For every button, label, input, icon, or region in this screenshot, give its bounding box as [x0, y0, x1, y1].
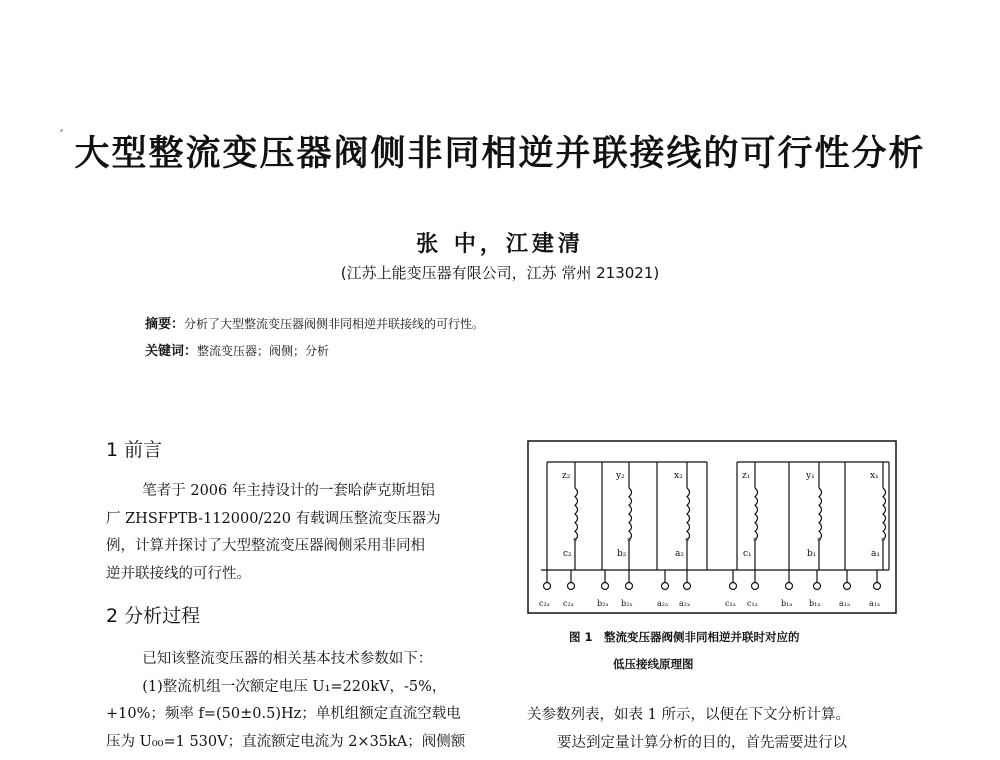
terminal-circle: [730, 583, 737, 590]
keywords-text: 整流变压器；阀侧；分析: [197, 344, 330, 358]
right-line-2: 要达到定量计算分析的目的，首先需要进行以: [557, 735, 847, 751]
bottom-terminal-label: b₁ₓ: [809, 599, 821, 608]
bottom-terminal-label: a₁ₓ: [869, 599, 881, 608]
terminal-circle: [814, 583, 821, 590]
s1-line-2: 厂 ZHSFPTB-112000/220 有载调压整流变压器为: [106, 510, 441, 527]
winding-coil: [687, 488, 690, 540]
winding-coil: [629, 488, 632, 540]
mid-terminal-label: b₁: [807, 549, 817, 559]
mid-terminal-label: c₁: [743, 549, 752, 559]
top-terminal-label: x₁: [870, 471, 879, 481]
top-terminal-label: z₂: [562, 471, 571, 481]
bottom-terminal-label: b₂ₐ: [597, 599, 609, 608]
winding-coil: [755, 488, 758, 540]
terminal-circle: [844, 583, 851, 590]
mid-terminal-label: c₂: [563, 549, 572, 559]
terminal-circle: [752, 583, 759, 590]
terminal-circle: [544, 583, 551, 590]
winding-coil: [819, 488, 822, 540]
s1-line-1: 笔者于 2006 年主持设计的一套哈萨克斯坦铝: [142, 483, 435, 499]
terminal-circle: [626, 583, 633, 590]
s1-line-4: 逆并联接线的可行性。: [106, 565, 251, 582]
top-terminal-label: y₂: [616, 471, 625, 481]
paper-title: 大型整流变压器阀侧非同相逆并联接线的可行性分析: [74, 134, 926, 174]
section-1-heading: 1 前言: [106, 439, 163, 461]
polarity-mark: *: [685, 537, 689, 546]
abstract: [145, 314, 484, 335]
bottom-terminal-label: a₁ₐ: [839, 599, 851, 608]
figure-frame: [528, 441, 896, 613]
polarity-mark: *: [881, 537, 885, 546]
terminal-circle: [874, 583, 881, 590]
top-terminal-label: x₂: [674, 471, 683, 481]
winding-coil: [575, 488, 578, 540]
section-1-paragraph: [106, 478, 491, 588]
s2-line-1: (1)整流机组一次额定电压 U₁=220kV，-5%，: [142, 678, 447, 695]
right-line-1: 关参数列表，如表 1 所示，以便在下文分析计算。: [527, 707, 850, 723]
mid-terminal-label: a₁: [871, 549, 880, 559]
keywords: [145, 341, 329, 362]
figure-1-caption: [527, 624, 897, 678]
winding-coil: [883, 488, 886, 540]
polarity-mark: *: [573, 537, 577, 546]
wiring-diagram: [527, 440, 897, 615]
s2-intro: 已知该整流变压器的相关基本技术参数如下：: [142, 651, 433, 667]
mid-terminal-label: b₂: [617, 549, 627, 559]
caption-line-2: 低压接线原理图: [613, 657, 694, 671]
bottom-terminal-label: c₂ₓ: [563, 599, 575, 608]
mid-terminal-label: a₂: [675, 549, 684, 559]
keywords-label: 关键词：: [145, 344, 198, 359]
bottom-terminal-label: c₂ₐ: [539, 599, 550, 608]
bottom-terminal-label: c₁ₐ: [725, 599, 736, 608]
terminal-circle: [684, 583, 691, 590]
s1-line-3: 例，计算并探讨了大型整流变压器阀侧采用非同相: [106, 538, 425, 554]
bottom-terminal-label: b₂ₓ: [621, 599, 633, 608]
abstract-text: 分析了大型整流变压器阀侧非同相逆并联接线的可行性。: [184, 317, 485, 331]
abstract-label: 摘要：: [145, 317, 185, 332]
figure-1: [527, 440, 897, 615]
polarity-mark: *: [753, 537, 757, 546]
s2-line-3: 压为 U₀₀=1 530V；直流额定电流为 2×35kA；阀侧额: [106, 733, 466, 750]
terminal-circle: [662, 583, 669, 590]
caption-line-1: 图 1 整流变压器阀侧非同相逆并联时对应的: [569, 630, 800, 644]
polarity-mark: *: [627, 537, 631, 546]
section-2-paragraph: [106, 646, 491, 756]
bottom-terminal-label: a₂ₓ: [679, 599, 691, 608]
top-terminal-label: z₁: [742, 471, 751, 481]
paper-authors: 张 中，江建清: [416, 231, 584, 257]
terminal-circle: [786, 583, 793, 590]
terminal-circle: [602, 583, 609, 590]
bottom-terminal-label: a₂ₐ: [657, 599, 669, 608]
section-2-heading: 2 分析过程: [106, 605, 201, 627]
bottom-terminal-label: c₁ₓ: [747, 599, 759, 608]
paper-affiliation: (江苏上能变压器有限公司，江苏 常州 213021): [340, 264, 660, 282]
bottom-terminal-label: b₁ₐ: [781, 599, 793, 608]
s2-line-2: +10%；频率 f=(50±0.5)Hz；单机组额定直流空载电: [106, 706, 461, 722]
top-terminal-label: y₁: [806, 471, 815, 481]
polarity-mark: *: [817, 537, 821, 546]
terminal-circle: [568, 583, 575, 590]
